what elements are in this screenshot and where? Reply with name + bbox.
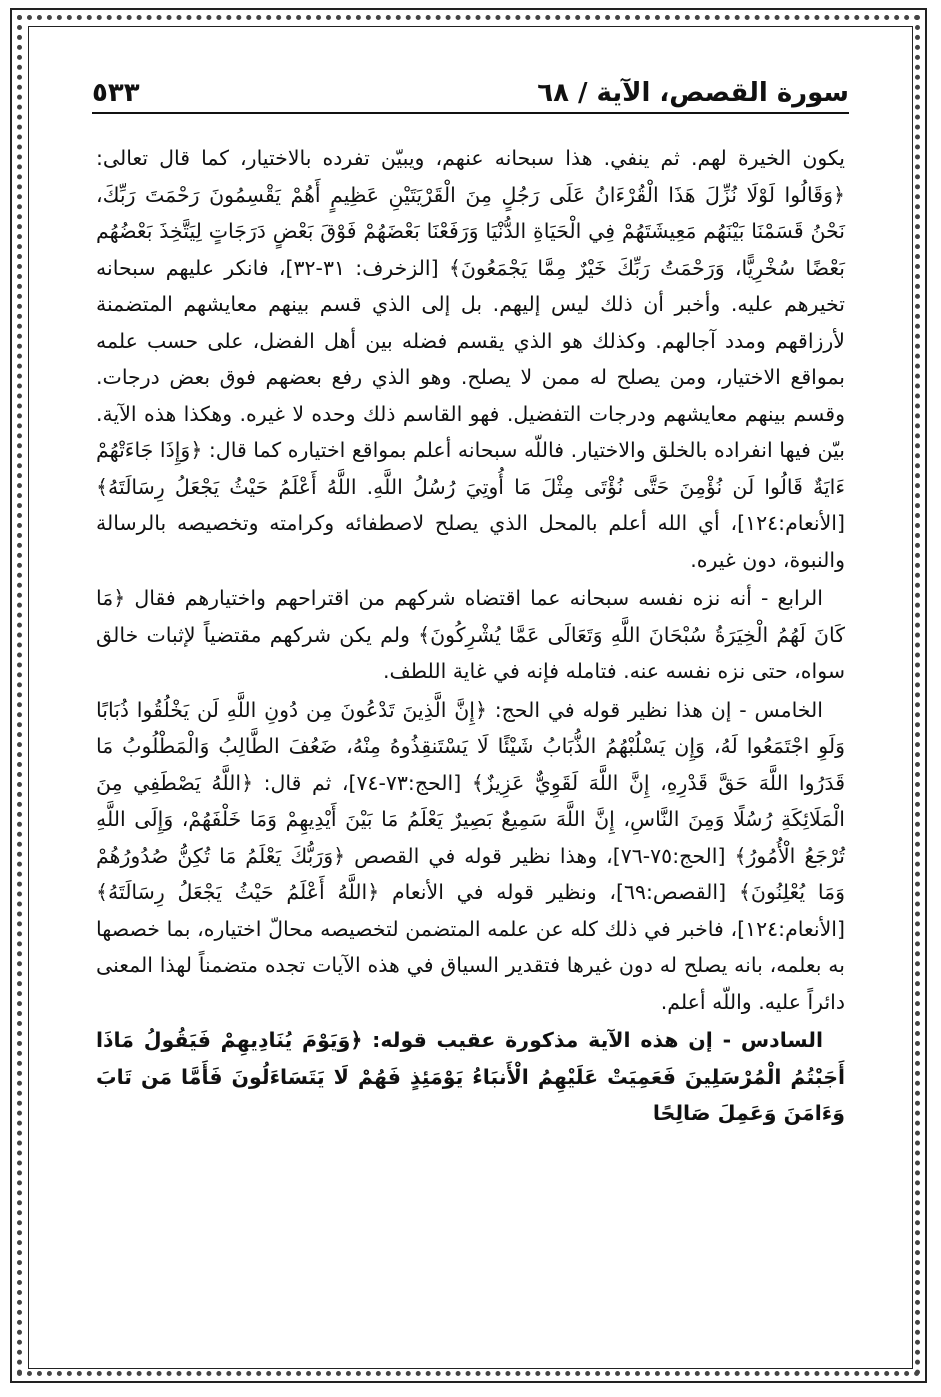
page-body bbox=[96, 140, 845, 1307]
paragraph-continuation: يكون الخيرة لهم. ثم ينفي. هذا سبحانه عنهم، ويبيّن تفرده بالاختيار، كما قال تعالى: ﴿وَقَالُوا لَوْلَا نُزِّلَ هَذَا الْقُرْءَانُ عَلَى رَجُلٍ مِنَ الْقَرْيَتَيْنِ عَظِيمٍ أَهُمْ يَقْسِمُونَ رَحْمَتَ رَبِّكَ، نَحْنُ قَسَمْنَا بَيْنَهُم مَعِيشَتَهُمْ فِي الْحَيَاةِ الدُّنْيَا وَرَفَعْنَا بَعْضَهُمْ فَوْقَ بَعْضٍ دَرَجَاتٍ لِيَتَّخِذَ بَعْضُهُم بَعْضًا سُخْرِيًّا، وَرَحْمَتُ رَبِّكَ خَيْرٌ مِمَّا يَجْمَعُونَ﴾ [الزخرف: ٣١-٣٢]، فانكر عليهم سبحانه تخيرهم عليه. وأخبر أن ذلك ليس إليهم. بل إلى الذي قسم بينهم معايشهم المتضمنة لأرزاقهم ومدد آجالهم. وكذلك هو الذي يقسم فضله بين أهل الفضل، على حسب علمه بمواقع الاختيار، ومن يصلح له ممن لا يصلح. وهو الذي رفع بعضهم فوق بعض درجات. وقسم بينهم معايشهم ودرجات التفضيل. فهو القاسم ذلك وحده لا غيره. وهكذا هذه الآية. بيّن فيها انفراده بالخلق والاختيار. فاللّه سبحانه أعلم بمواقع اختياره كما قال: ﴿وَإِذَا جَاءَتْهُمْ ءَايَةٌ قَالُوا لَن نُؤْمِنَ حَتَّى نُؤْتَى مِثْلَ مَا أُوتِيَ رُسُلُ اللَّهِ. اللَّهُ أَعْلَمُ حَيْثُ يَجْعَلُ رِسَالَتَهُ﴾ [الأنعام:١٢٤]، أي الله أعلم بالمحل الذي يصلح لاصطفائه وكرامته وتخصيصه بالرسالة والنبوة، دون غيره. bbox=[96, 146, 845, 572]
paragraph-sixth: السادس - إن هذه الآية مذكورة عقيب قوله: ﴿وَيَوْمَ يُنَادِيهِمْ فَيَقُولُ مَاذَا أَجَبْتُمُ الْمُرْسَلِينَ فَعَمِيَتْ عَلَيْهِمُ الْأَنبَاءُ يَوْمَئِذٍ فَهُمْ لَا يَتَسَاءَلُونَ فَأَمَّا مَن تَابَ وَءَامَنَ وَعَمِلَ صَالِحًا bbox=[96, 1028, 845, 1125]
paragraph-fifth: الخامس - إن هذا نظير قوله في الحج: ﴿إِنَّ الَّذِينَ تَدْعُونَ مِن دُونِ اللَّهِ لَن يَخْلُقُوا ذُبَابًا وَلَوِ اجْتَمَعُوا لَهُ، وَإِن يَسْلُبْهُمُ الذُّبَابُ شَيْئًا لَا يَسْتَنقِذُوهُ مِنْهُ، ضَعُفَ الطَّالِبُ وَالْمَطْلُوبُ مَا قَدَرُوا اللَّهَ حَقَّ قَدْرِهِ، إِنَّ اللَّهَ لَقَوِيٌّ عَزِيزٌ﴾ [الحج:٧٣-٧٤]، ثم قال: ﴿اللَّهُ يَصْطَفِي مِنَ الْمَلَائِكَةِ رُسُلًا وَمِنَ النَّاسِ، إِنَّ اللَّهَ سَمِيعٌ بَصِيرٌ يَعْلَمُ مَا بَيْنَ أَيْدِيهِمْ وَمَا خَلْفَهُمْ، وَإِلَى اللَّهِ تُرْجَعُ الْأُمُورُ﴾ [الحج:٧٥-٧٦]، وهذا نظير قوله في القصص ﴿وَرَبُّكَ يَعْلَمُ مَا تُكِنُّ صُدُورُهُمْ وَمَا يُعْلِنُونَ﴾ [القصص:٦٩]، ونظير قوله في الأنعام ﴿اللَّهُ أَعْلَمُ حَيْثُ يَجْعَلُ رِسَالَتَهُ﴾ [الأنعام:١٢٤]، فاخبر في ذلك كله عن علمه المتضمن لتخصيصه محالّ اختياره، بما خصصها به بعلمه، بانه يصلح له دون غيرها فتقدير السياق في هذه الآيات تجده متضمناً لهذا المعنى دائراً عليه. واللّه أعلم. bbox=[96, 697, 845, 1014]
page-number: ٥٣٣ bbox=[92, 78, 140, 108]
running-title: سورة القصص، الآية / ٦٨ bbox=[537, 78, 849, 108]
paragraph-fourth: الرابع - أنه نزه نفسه سبحانه عما اقتضاه شركهم من اقتراحهم واختيارهم فقال ﴿مَا كَانَ لَهُمُ الْخِيَرَةُ سُبْحَانَ اللَّهِ وَتَعَالَى عَمَّا يُشْرِكُونَ﴾ ولم يكن شركهم مقتضياً لإثبات خالق سواه، حتى نزه نفسه عنه. فتامله فإنه في غاية اللطف. bbox=[96, 586, 845, 683]
page-header bbox=[92, 72, 849, 114]
